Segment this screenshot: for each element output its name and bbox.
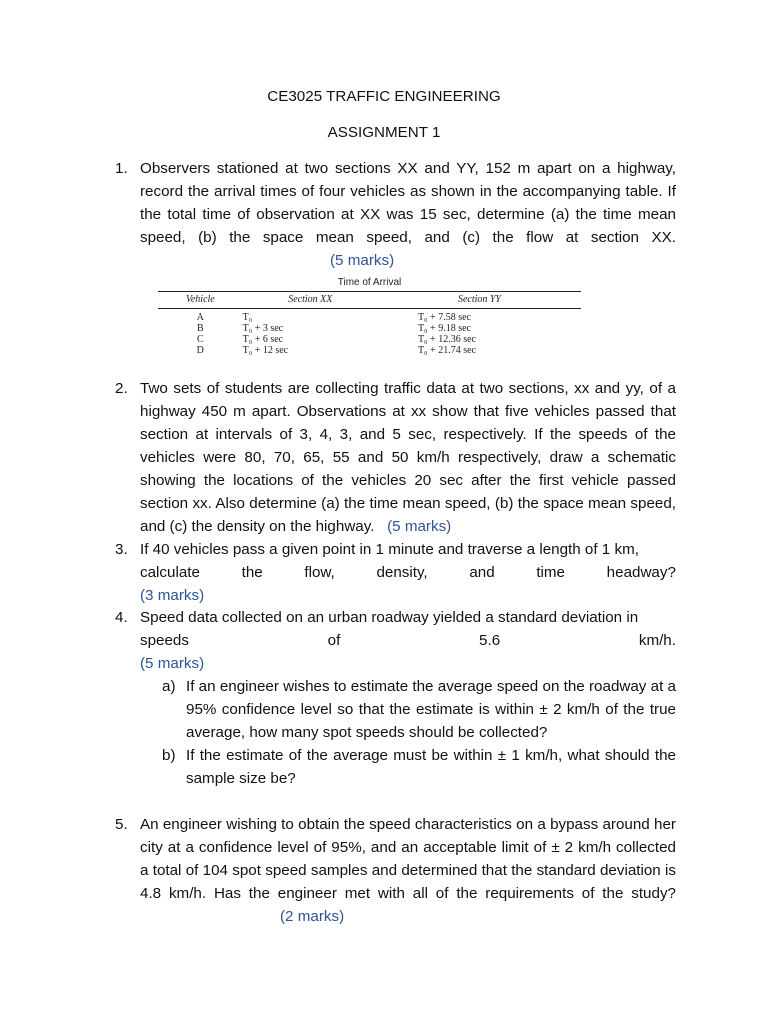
marks-label: (2 marks) bbox=[280, 908, 345, 925]
question-text: Speed data collected on an urban roadway yielded a standard deviation in bbox=[140, 609, 639, 626]
question-3 bbox=[115, 538, 676, 607]
table-caption: Time of Arrival bbox=[337, 277, 402, 288]
question-number: 4. bbox=[115, 609, 128, 626]
question-number: 5. bbox=[115, 816, 128, 833]
question-text: An engineer wishing to obtain the speed characteristics on a bypass around her city at a confidence level of 95%, and an acceptable limit of ± 2 km/h collected a total of 104 spot speed samples and determined that the standard deviation is 4.8 km/h. Has the engineer met with all of the requirements of the study? bbox=[140, 816, 676, 902]
subpart-b bbox=[162, 744, 676, 790]
table-header: Vehicle bbox=[158, 292, 243, 309]
table-header: Section YY bbox=[378, 292, 581, 309]
question-4 bbox=[115, 606, 676, 790]
marks-label: (3 marks) bbox=[140, 587, 205, 604]
question-text: If 40 vehicles pass a given point in 1 minute and traverse a length of 1 km, bbox=[140, 541, 639, 558]
subpart-text: If an engineer wishes to estimate the average speed on the roadway at a 95% confidence level so that the estimate is within ± 2 km/h of the true average, how many spot speeds should be collected? bbox=[186, 678, 676, 741]
arrival-time-table bbox=[158, 277, 581, 356]
question-text: Observers stationed at two sections XX and YY, 152 m apart on a highway, record the arrival times of four vehicles as shown in the accompanying table. If the total time of observation at XX was 15 sec, determine (a) the time mean speed, (b) the space mean speed, and (c) the flow at section XX. bbox=[140, 160, 676, 246]
question-number: 2. bbox=[115, 380, 128, 397]
marks-label: (5 marks) bbox=[387, 518, 452, 535]
question-text-spread: calculate the flow, density, and time headway? bbox=[140, 564, 676, 581]
question-text: Two sets of students are collecting traffic data at two sections, xx and yy, of a highway 450 m apart. Observations at xx show that five vehicles passed that section at intervals of 3, 4, 3, and 5 sec, respectively. If the speeds of the vehicles were 80, 70, 65, 55 and 50 km/h respectively, draw a schematic showing the locations of the vehicles 20 sec after the first vehicle passed section xx. Also determine (a) the time mean speed, (b) the space mean speed, and (c) the density on the highway. bbox=[140, 380, 676, 535]
question-2 bbox=[115, 377, 676, 538]
table-row: C T₀ + 6 sec T₀ + 12.36 sec bbox=[196, 334, 476, 345]
assignment-title: ASSIGNMENT 1 bbox=[327, 124, 441, 141]
table-row: B T₀ + 3 sec T₀ + 9.18 sec bbox=[196, 323, 471, 334]
marks-label: (5 marks) bbox=[330, 252, 395, 269]
question-number: 1. bbox=[115, 160, 128, 177]
table-row: D T₀ + 12 sec T₀ + 21.74 sec bbox=[196, 345, 476, 356]
subpart-label: a) bbox=[162, 678, 176, 695]
question-text-spread: speeds of 5.6 km/h. bbox=[140, 632, 676, 649]
question-1 bbox=[115, 157, 676, 272]
subpart-text: If the estimate of the average must be within ± 1 km/h, what should the sample size be? bbox=[186, 747, 676, 787]
course-title: CE3025 TRAFFIC ENGINEERING bbox=[267, 88, 501, 105]
subpart-a bbox=[162, 675, 676, 744]
question-5 bbox=[115, 813, 676, 928]
table-row: A T₀ T₀ + 7.58 sec bbox=[196, 312, 471, 323]
marks-label: (5 marks) bbox=[140, 655, 205, 672]
table-header: Section XX bbox=[243, 292, 378, 309]
question-number: 3. bbox=[115, 541, 128, 558]
subpart-label: b) bbox=[162, 747, 176, 764]
